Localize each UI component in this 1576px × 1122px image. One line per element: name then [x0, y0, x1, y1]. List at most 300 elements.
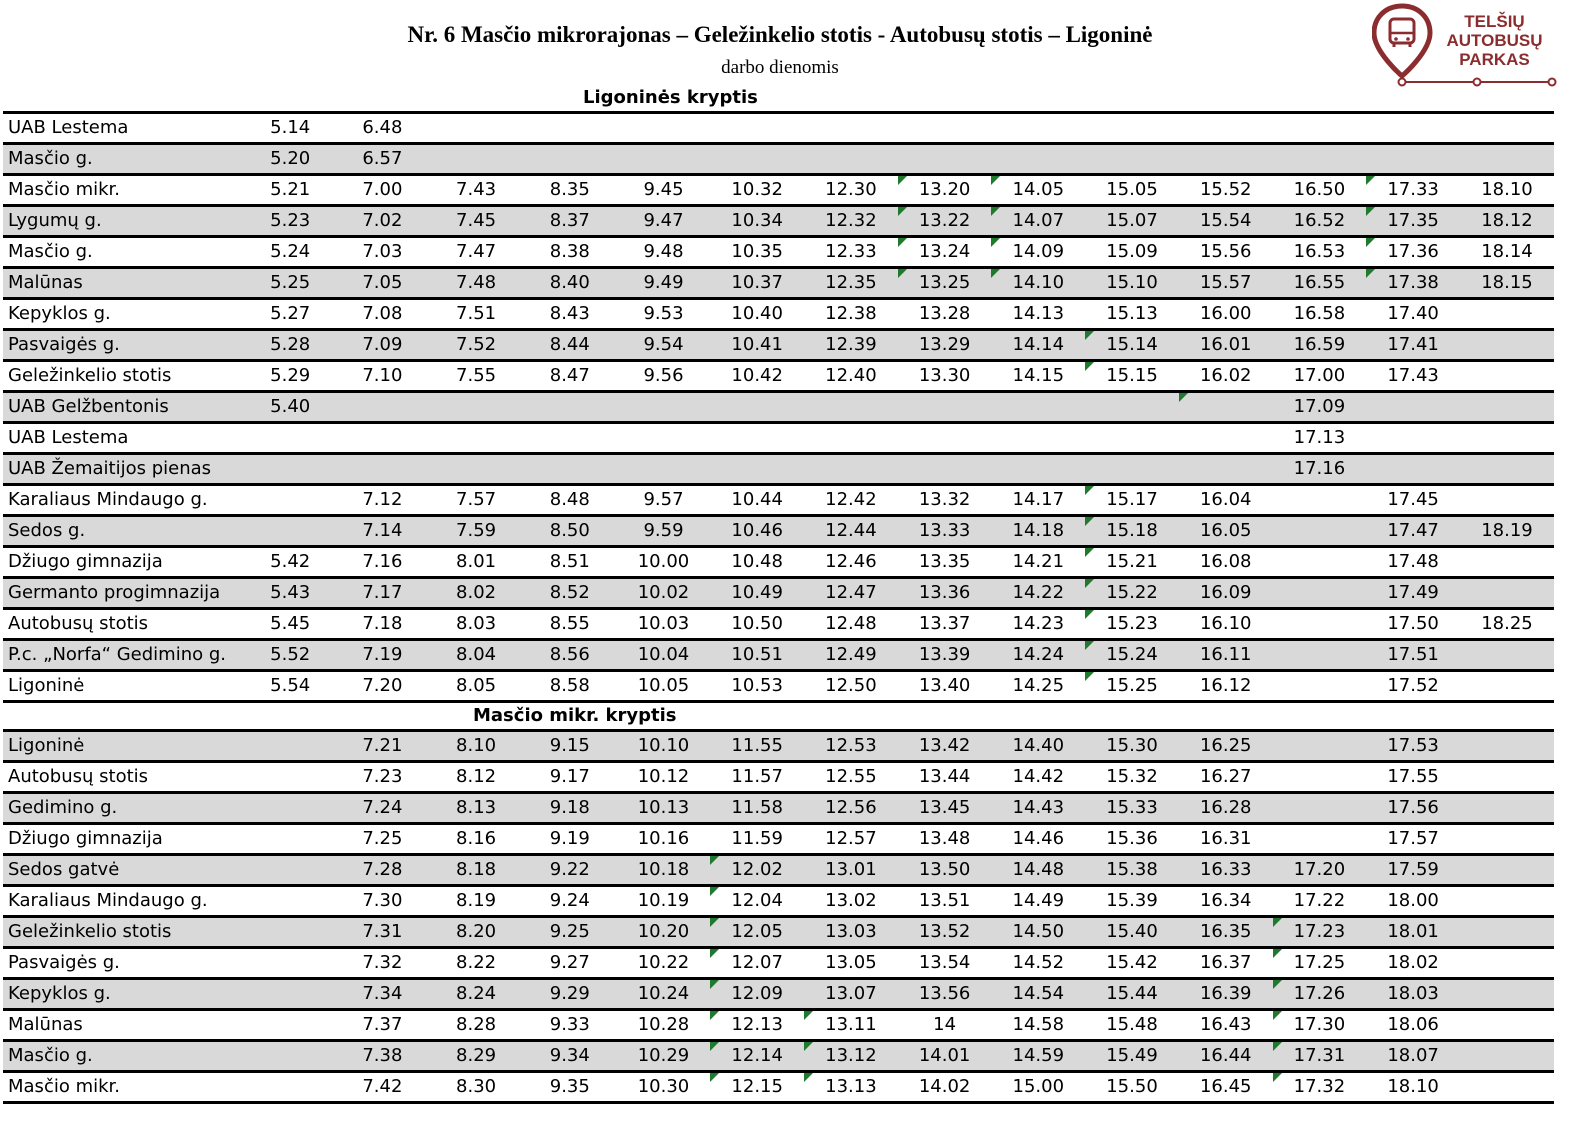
departure-time: 12.50: [804, 671, 898, 702]
departure-time: [710, 423, 804, 454]
departure-time: 15.00: [991, 1072, 1085, 1103]
page-title: Nr. 6 Masčio mikrorajonas – Geležinkelio stotis - Autobusų stotis – Ligoninė: [407, 22, 1153, 47]
departure-time: 12.09: [710, 979, 804, 1010]
departure-time: 5.28: [245, 330, 336, 361]
departure-time: [429, 454, 523, 485]
stop-name: Kepyklos g.: [3, 979, 245, 1010]
departure-time: 13.20: [898, 175, 992, 206]
timetable-row: [3, 917, 1554, 948]
route-variant-marker: [1085, 486, 1094, 495]
stop-name: Gedimino g.: [3, 793, 245, 824]
departure-time: 10.13: [617, 793, 711, 824]
departure-time: 8.50: [523, 516, 617, 547]
departure-time: [245, 855, 336, 886]
departure-time: 12.07: [710, 948, 804, 979]
timetable-row: [3, 392, 1554, 423]
timetable-row: [3, 330, 1554, 361]
stop-name: UAB Žemaitijos pienas: [3, 454, 245, 485]
timetable-row: [3, 113, 1554, 144]
departure-time: 17.50: [1366, 609, 1460, 640]
departure-time: 12.53: [804, 731, 898, 762]
departure-time: 12.02: [710, 855, 804, 886]
departure-time: 13.01: [804, 855, 898, 886]
departure-time: 16.50: [1273, 175, 1367, 206]
timetable-row: [3, 299, 1554, 330]
departure-time: 10.51: [710, 640, 804, 671]
route-variant-marker: [1273, 1073, 1282, 1082]
departure-time: 12.32: [804, 206, 898, 237]
departure-time: 9.59: [617, 516, 711, 547]
departure-time: 12.15: [710, 1072, 804, 1103]
route-variant-marker: [1273, 949, 1282, 958]
departure-time: 8.28: [429, 1010, 523, 1041]
departure-time: [1460, 330, 1554, 361]
departure-time: 18.03: [1366, 979, 1460, 1010]
departure-time: 13.35: [898, 547, 992, 578]
departure-time: 10.49: [710, 578, 804, 609]
departure-time: 16.55: [1273, 268, 1367, 299]
departure-time: 10.44: [710, 485, 804, 516]
departure-time: 16.33: [1179, 855, 1273, 886]
departure-time: 14.25: [991, 671, 1085, 702]
departure-time: 13.48: [898, 824, 992, 855]
departure-time: 15.42: [1085, 948, 1179, 979]
departure-time: 12.05: [710, 917, 804, 948]
route-variant-marker: [898, 238, 907, 247]
departure-time: 10.41: [710, 330, 804, 361]
departure-time: [1460, 454, 1554, 485]
stop-name: Ligoninė: [3, 671, 245, 702]
departure-time: [1366, 454, 1460, 485]
departure-time: 7.21: [336, 731, 430, 762]
departure-time: 14.02: [898, 1072, 992, 1103]
departure-time: 17.33: [1366, 175, 1460, 206]
departure-time: [523, 392, 617, 423]
departure-time: [1273, 640, 1367, 671]
departure-time: 10.34: [710, 206, 804, 237]
departure-time: 17.51: [1366, 640, 1460, 671]
departure-time: 12.56: [804, 793, 898, 824]
departure-time: [1179, 113, 1273, 144]
departure-time: 17.16: [1273, 454, 1367, 485]
departure-time: [245, 886, 336, 917]
departure-time: 14.49: [991, 886, 1085, 917]
departure-time: [1460, 640, 1554, 671]
departure-time: [991, 423, 1085, 454]
departure-time: 10.50: [710, 609, 804, 640]
departure-time: [1085, 454, 1179, 485]
departure-time: [1460, 855, 1554, 886]
departure-time: 15.21: [1085, 547, 1179, 578]
route-variant-marker: [710, 980, 719, 989]
departure-time: 10.24: [617, 979, 711, 1010]
stop-name: Karaliaus Mindaugo g.: [3, 485, 245, 516]
timetable-row: [3, 793, 1554, 824]
departure-time: 15.33: [1085, 793, 1179, 824]
departure-time: 10.35: [710, 237, 804, 268]
departure-time: 15.57: [1179, 268, 1273, 299]
departure-time: 17.30: [1273, 1010, 1367, 1041]
departure-time: 16.27: [1179, 762, 1273, 793]
departure-time: 13.42: [898, 731, 992, 762]
departure-time: [804, 454, 898, 485]
departure-time: 8.03: [429, 609, 523, 640]
departure-time: 7.57: [429, 485, 523, 516]
departure-time: [1273, 609, 1367, 640]
departure-time: 12.39: [804, 330, 898, 361]
departure-time: 18.01: [1366, 917, 1460, 948]
route-variant-marker: [898, 269, 907, 278]
departure-time: [245, 454, 336, 485]
departure-time: 18.19: [1460, 516, 1554, 547]
departure-time: 16.44: [1179, 1041, 1273, 1072]
departure-time: 18.15: [1460, 268, 1554, 299]
departure-time: 12.35: [804, 268, 898, 299]
stop-name: Geležinkelio stotis: [3, 917, 245, 948]
departure-time: 13.03: [804, 917, 898, 948]
departure-time: [245, 979, 336, 1010]
departure-time: 16.12: [1179, 671, 1273, 702]
departure-time: 7.51: [429, 299, 523, 330]
stop-name: Masčio mikr.: [3, 1072, 245, 1103]
stop-name: Autobusų stotis: [3, 762, 245, 793]
departure-time: 7.10: [336, 361, 430, 392]
route-variant-marker: [1366, 207, 1375, 216]
timetable-row: [3, 206, 1554, 237]
route-variant-marker: [1366, 238, 1375, 247]
departure-time: 13.30: [898, 361, 992, 392]
departure-time: [1273, 824, 1367, 855]
timetable-row: [3, 144, 1554, 175]
departure-time: 12.47: [804, 578, 898, 609]
departure-time: [245, 793, 336, 824]
departure-time: 5.20: [245, 144, 336, 175]
logo-line: AUTOBUSŲ: [1446, 31, 1543, 50]
departure-time: [429, 113, 523, 144]
route-variant-marker: [991, 176, 1000, 185]
departure-time: 9.49: [617, 268, 711, 299]
departure-time: [1460, 824, 1554, 855]
timetable-row: [3, 454, 1554, 485]
departure-time: 14.17: [991, 485, 1085, 516]
departure-time: 14.22: [991, 578, 1085, 609]
departure-time: 15.30: [1085, 731, 1179, 762]
departure-time: 12.14: [710, 1041, 804, 1072]
departure-time: 15.39: [1085, 886, 1179, 917]
departure-time: 8.16: [429, 824, 523, 855]
departure-time: 7.24: [336, 793, 430, 824]
departure-time: 8.02: [429, 578, 523, 609]
departure-time: 14.07: [991, 206, 1085, 237]
departure-time: 5.40: [245, 392, 336, 423]
departure-time: 7.45: [429, 206, 523, 237]
departure-time: 13.25: [898, 268, 992, 299]
departure-time: 9.22: [523, 855, 617, 886]
departure-time: 14.58: [991, 1010, 1085, 1041]
departure-time: [898, 423, 992, 454]
stop-name: P.c. „Norfa“ Gedimino g.: [3, 640, 245, 671]
departure-time: [245, 516, 336, 547]
departure-time: [429, 423, 523, 454]
departure-time: [1460, 671, 1554, 702]
departure-time: 14.52: [991, 948, 1085, 979]
departure-time: 17.35: [1366, 206, 1460, 237]
departure-time: 12.33: [804, 237, 898, 268]
departure-time: 7.28: [336, 855, 430, 886]
stop-name: Malūnas: [3, 268, 245, 299]
departure-time: 15.49: [1085, 1041, 1179, 1072]
departure-time: [245, 762, 336, 793]
departure-time: 13.37: [898, 609, 992, 640]
departure-time: [1460, 979, 1554, 1010]
route-variant-marker: [710, 887, 719, 896]
departure-time: 17.40: [1366, 299, 1460, 330]
departure-time: [245, 1072, 336, 1103]
departure-time: 16.11: [1179, 640, 1273, 671]
route-variant-marker: [1085, 362, 1094, 371]
departure-time: [429, 144, 523, 175]
departure-time: 14.42: [991, 762, 1085, 793]
route-variant-marker: [710, 856, 719, 865]
departure-time: 9.35: [523, 1072, 617, 1103]
timetable-row: [3, 824, 1554, 855]
departure-time: 7.19: [336, 640, 430, 671]
logo-line: TELŠIŲ: [1464, 12, 1525, 31]
departure-time: 7.38: [336, 1041, 430, 1072]
departure-time: 9.29: [523, 979, 617, 1010]
route-variant-marker: [1273, 918, 1282, 927]
departure-time: 15.44: [1085, 979, 1179, 1010]
departure-time: 5.23: [245, 206, 336, 237]
departure-time: [523, 454, 617, 485]
departure-time: 15.32: [1085, 762, 1179, 793]
departure-time: [245, 824, 336, 855]
departure-time: 13.05: [804, 948, 898, 979]
departure-time: 17.22: [1273, 886, 1367, 917]
departure-time: 18.07: [1366, 1041, 1460, 1072]
departure-time: [1460, 1041, 1554, 1072]
departure-time: [1460, 361, 1554, 392]
departure-time: 16.01: [1179, 330, 1273, 361]
departure-time: 18.02: [1366, 948, 1460, 979]
departure-time: [336, 454, 430, 485]
departure-time: 16.28: [1179, 793, 1273, 824]
departure-time: 7.55: [429, 361, 523, 392]
departure-time: [617, 144, 711, 175]
departure-time: 8.12: [429, 762, 523, 793]
departure-time: 9.24: [523, 886, 617, 917]
departure-time: [1460, 578, 1554, 609]
departure-time: 12.13: [710, 1010, 804, 1041]
departure-time: 15.54: [1179, 206, 1273, 237]
departure-time: 8.01: [429, 547, 523, 578]
departure-time: [1273, 113, 1367, 144]
departure-time: 7.17: [336, 578, 430, 609]
route-variant-marker: [898, 176, 907, 185]
departure-time: 14.21: [991, 547, 1085, 578]
departure-time: 8.55: [523, 609, 617, 640]
departure-time: 16.09: [1179, 578, 1273, 609]
timetable-row: [3, 547, 1554, 578]
timetable-row: [3, 948, 1554, 979]
departure-time: 17.55: [1366, 762, 1460, 793]
route-variant-marker: [898, 207, 907, 216]
timetable-row: [3, 640, 1554, 671]
departure-time: 10.37: [710, 268, 804, 299]
departure-time: [1085, 423, 1179, 454]
departure-time: 11.57: [710, 762, 804, 793]
route-variant-marker: [1085, 517, 1094, 526]
departure-time: [1366, 392, 1460, 423]
departure-time: 10.40: [710, 299, 804, 330]
departure-time: 12.30: [804, 175, 898, 206]
timetable-row: [3, 979, 1554, 1010]
departure-time: 17.31: [1273, 1041, 1367, 1072]
departure-time: 12.04: [710, 886, 804, 917]
departure-time: 18.14: [1460, 237, 1554, 268]
departure-time: 7.25: [336, 824, 430, 855]
departure-time: 16.35: [1179, 917, 1273, 948]
departure-time: 13.52: [898, 917, 992, 948]
departure-time: [1460, 392, 1554, 423]
departure-time: 14.23: [991, 609, 1085, 640]
stop-name: Masčio mikr.: [3, 175, 245, 206]
departure-time: [1460, 113, 1554, 144]
departure-time: 18.10: [1366, 1072, 1460, 1103]
departure-time: 9.48: [617, 237, 711, 268]
departure-time: 13.56: [898, 979, 992, 1010]
departure-time: 10.46: [710, 516, 804, 547]
departure-time: 13.13: [804, 1072, 898, 1103]
departure-time: 15.17: [1085, 485, 1179, 516]
route-variant-marker: [804, 1073, 813, 1082]
departure-time: 17.26: [1273, 979, 1367, 1010]
departure-time: 13.33: [898, 516, 992, 547]
departure-time: [1179, 392, 1273, 423]
stop-name: UAB Gelžbentonis: [3, 392, 245, 423]
departure-time: 7.00: [336, 175, 430, 206]
departure-time: 10.10: [617, 731, 711, 762]
direction-title: Masčio mikr. kryptis: [3, 702, 1554, 731]
stop-name: Lygumų g.: [3, 206, 245, 237]
departure-time: 5.54: [245, 671, 336, 702]
departure-time: [710, 454, 804, 485]
direction-header: [3, 702, 1554, 731]
route-variant-marker: [1085, 610, 1094, 619]
departure-time: 10.42: [710, 361, 804, 392]
departure-time: 7.03: [336, 237, 430, 268]
departure-time: 8.22: [429, 948, 523, 979]
departure-time: [804, 144, 898, 175]
departure-time: 16.53: [1273, 237, 1367, 268]
timetable-row: [3, 762, 1554, 793]
departure-time: 17.09: [1273, 392, 1367, 423]
departure-time: 7.09: [336, 330, 430, 361]
route-variant-marker: [1366, 176, 1375, 185]
departure-time: 18.00: [1366, 886, 1460, 917]
route-variant-marker: [991, 207, 1000, 216]
departure-time: 13.54: [898, 948, 992, 979]
departure-time: [1273, 793, 1367, 824]
stop-name: UAB Lestema: [3, 423, 245, 454]
route-variant-marker: [1085, 641, 1094, 650]
departure-time: [1460, 299, 1554, 330]
departure-time: 17.25: [1273, 948, 1367, 979]
departure-time: 13.39: [898, 640, 992, 671]
departure-time: 8.19: [429, 886, 523, 917]
departure-time: 7.52: [429, 330, 523, 361]
departure-time: 18.06: [1366, 1010, 1460, 1041]
departure-time: 17.43: [1366, 361, 1460, 392]
departure-time: 8.44: [523, 330, 617, 361]
route-variant-marker: [710, 1011, 719, 1020]
departure-time: 13.24: [898, 237, 992, 268]
departure-time: 14.54: [991, 979, 1085, 1010]
departure-time: 15.05: [1085, 175, 1179, 206]
logo-text: [1432, 12, 1557, 69]
route-variant-marker: [1085, 579, 1094, 588]
departure-time: 7.42: [336, 1072, 430, 1103]
departure-time: [1085, 144, 1179, 175]
departure-time: [245, 485, 336, 516]
stop-name: UAB Lestema: [3, 113, 245, 144]
departure-time: 5.25: [245, 268, 336, 299]
departure-time: [617, 392, 711, 423]
departure-time: [1460, 1010, 1554, 1041]
departure-time: [710, 144, 804, 175]
departure-time: [523, 423, 617, 454]
departure-time: [898, 454, 992, 485]
departure-time: 11.59: [710, 824, 804, 855]
departure-time: [991, 144, 1085, 175]
departure-time: [617, 454, 711, 485]
departure-time: [1273, 547, 1367, 578]
departure-time: 15.52: [1179, 175, 1273, 206]
departure-time: [1273, 731, 1367, 762]
departure-time: 10.30: [617, 1072, 711, 1103]
departure-time: 7.14: [336, 516, 430, 547]
departure-time: 14.05: [991, 175, 1085, 206]
departure-time: 13.45: [898, 793, 992, 824]
departure-time: 17.41: [1366, 330, 1460, 361]
timetable-row: [3, 516, 1554, 547]
departure-time: 10.53: [710, 671, 804, 702]
departure-time: 14.09: [991, 237, 1085, 268]
departure-time: 9.15: [523, 731, 617, 762]
departure-time: [804, 113, 898, 144]
departure-time: [1366, 113, 1460, 144]
route-variant-marker: [1179, 393, 1188, 402]
route-variant-marker: [710, 949, 719, 958]
departure-time: 7.23: [336, 762, 430, 793]
departure-time: 17.57: [1366, 824, 1460, 855]
departure-time: 9.53: [617, 299, 711, 330]
departure-time: 14.18: [991, 516, 1085, 547]
departure-time: [1085, 113, 1179, 144]
timetable-row: [3, 1072, 1554, 1103]
departure-time: [1273, 671, 1367, 702]
stop-name: Džiugo gimnazija: [3, 824, 245, 855]
departure-time: [710, 113, 804, 144]
departure-time: 14.15: [991, 361, 1085, 392]
departure-time: 11.58: [710, 793, 804, 824]
departure-time: 17.56: [1366, 793, 1460, 824]
departure-time: 15.25: [1085, 671, 1179, 702]
route-variant-marker: [710, 1042, 719, 1051]
departure-time: [1273, 762, 1367, 793]
departure-time: 8.04: [429, 640, 523, 671]
departure-time: 7.43: [429, 175, 523, 206]
